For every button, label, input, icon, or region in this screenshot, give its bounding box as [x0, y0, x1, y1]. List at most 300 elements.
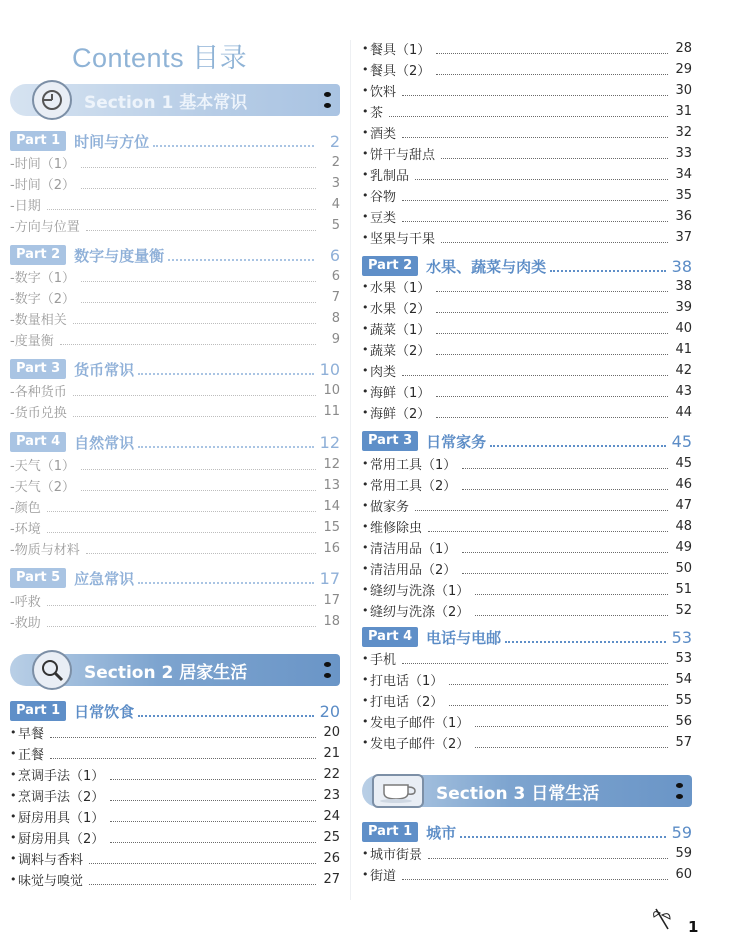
dot-leader: [490, 435, 666, 447]
entry-page: 55: [675, 692, 692, 708]
toc-entry[interactable]: [362, 600, 692, 620]
dot-leader: [402, 127, 668, 138]
part-tag: Part 2: [362, 256, 418, 276]
entry-page: 37: [675, 229, 692, 245]
toc-entry[interactable]: [10, 743, 340, 763]
part-title: 电话与电邮: [426, 628, 502, 647]
entry-page: 49: [675, 539, 692, 555]
right-column: [362, 0, 692, 950]
entry-label: -天气（2）: [10, 479, 75, 495]
entry-label: 乳制品: [370, 168, 410, 184]
section-3-banner[interactable]: [362, 775, 692, 807]
entry-label: -环境: [10, 521, 41, 537]
entry-label: 常用工具（2）: [370, 478, 457, 494]
entry-label: 蔬菜（2）: [370, 343, 431, 359]
entry-label: 调料与香料: [18, 852, 84, 868]
toc-entry[interactable]: [10, 869, 340, 889]
s1-part3-header[interactable]: [10, 358, 340, 380]
entry-label: 缝纫与洗涤（1）: [370, 583, 470, 599]
part-title: 应急常识: [74, 569, 135, 588]
toc-entry[interactable]: [362, 360, 692, 380]
toc-entry[interactable]: [10, 590, 340, 610]
entry-label: 常用工具（1）: [370, 457, 457, 473]
toc-entry[interactable]: [362, 537, 692, 557]
toc-entry[interactable]: [362, 516, 692, 536]
entry-label: -时间（1）: [10, 156, 75, 172]
entry-page: 15: [323, 519, 340, 535]
toc-entry[interactable]: [10, 380, 340, 400]
dot-leader: [47, 501, 316, 512]
part-title: 水果、蔬菜与肉类: [426, 257, 547, 276]
bullet-icon: •: [362, 104, 369, 118]
toc-entry[interactable]: [10, 173, 340, 193]
s2-part3-header[interactable]: [362, 430, 692, 452]
left-column: [10, 0, 340, 950]
bullet-icon: •: [10, 809, 17, 823]
dot-leader: [389, 106, 668, 117]
dot-leader: [73, 406, 316, 417]
bullet-icon: •: [362, 456, 369, 470]
entry-label: 手机: [370, 652, 397, 668]
bullet-icon: •: [10, 746, 17, 760]
entry-label: -呼救: [10, 594, 41, 610]
dot-leader: [153, 135, 314, 147]
bullet-icon: •: [362, 519, 369, 533]
toc-entry[interactable]: [362, 579, 692, 599]
part-tag: Part 1: [362, 822, 418, 842]
dot-leader: [475, 584, 668, 595]
toc-entry[interactable]: [362, 453, 692, 473]
entry-page: 27: [323, 871, 340, 887]
toc-entry[interactable]: [362, 318, 692, 338]
dot-leader: [428, 848, 668, 859]
bullet-icon: •: [362, 300, 369, 314]
part-page: 20: [319, 701, 340, 721]
entry-label: 餐具（2）: [370, 63, 431, 79]
entry-label: 海鲜（1）: [370, 385, 431, 401]
bullet-icon: •: [362, 846, 369, 860]
dot-leader: [462, 563, 668, 574]
column-divider: [350, 40, 351, 900]
toc-entry[interactable]: [10, 827, 340, 847]
bullet-icon: •: [362, 125, 369, 139]
dot-leader: [47, 522, 316, 533]
dot-leader: [436, 407, 668, 418]
part-tag: Part 5: [10, 568, 66, 588]
entry-page: 28: [675, 40, 692, 56]
toc-entry[interactable]: [362, 122, 692, 142]
entry-page: 32: [675, 124, 692, 140]
entry-page: 30: [675, 82, 692, 98]
dot-leader: [50, 748, 316, 759]
binder-dots-icon: [672, 783, 686, 799]
s1-part4-header[interactable]: [10, 431, 340, 453]
entry-label: 坚果与干果: [370, 231, 436, 247]
toc-entry[interactable]: [10, 401, 340, 421]
entry-page: 6: [331, 268, 340, 284]
part-title: 数字与度量衡: [74, 246, 165, 265]
entry-label: 饼干与甜点: [370, 147, 436, 163]
bullet-icon: •: [362, 405, 369, 419]
entry-page: 48: [675, 518, 692, 534]
bullet-icon: •: [10, 788, 17, 802]
dot-leader: [436, 43, 668, 54]
toc-entry[interactable]: [10, 266, 340, 286]
part-title: 日常饮食: [74, 702, 135, 721]
entry-page: 52: [675, 602, 692, 618]
dot-leader: [81, 178, 316, 189]
toc-entry[interactable]: [10, 517, 340, 537]
entry-label: 厨房用具（1）: [18, 810, 105, 826]
dot-leader: [436, 323, 668, 334]
bullet-icon: •: [362, 561, 369, 575]
dot-leader: [110, 790, 316, 801]
toc-entry[interactable]: [10, 764, 340, 784]
dot-leader: [441, 232, 668, 243]
entry-label: -数字（1）: [10, 270, 75, 286]
teacup-icon: [372, 774, 424, 808]
entry-page: 35: [675, 187, 692, 203]
bullet-icon: •: [362, 540, 369, 554]
bullet-icon: •: [362, 363, 369, 377]
entry-page: 26: [323, 850, 340, 866]
toc-entry[interactable]: [10, 538, 340, 558]
s1-part1-header[interactable]: [10, 130, 340, 152]
bullet-icon: •: [10, 830, 17, 844]
entry-label: 蔬菜（1）: [370, 322, 431, 338]
part-tag: Part 3: [10, 359, 66, 379]
entry-page: 51: [675, 581, 692, 597]
bullet-icon: •: [362, 498, 369, 512]
dragonfly-icon: [650, 905, 680, 937]
entry-page: 54: [675, 671, 692, 687]
bullet-icon: •: [362, 603, 369, 617]
toc-entry[interactable]: [362, 474, 692, 494]
entry-page: 47: [675, 497, 692, 513]
part-page: 10: [319, 359, 340, 379]
toc-entry[interactable]: [10, 806, 340, 826]
entry-page: 36: [675, 208, 692, 224]
toc-entry[interactable]: [10, 496, 340, 516]
toc-entry[interactable]: [10, 215, 340, 235]
entry-page: 33: [675, 145, 692, 161]
bullet-icon: •: [362, 672, 369, 686]
entry-label: 发电子邮件（1）: [370, 715, 470, 731]
s1-part5-header[interactable]: [10, 567, 340, 589]
bullet-icon: •: [10, 851, 17, 865]
bullet-icon: •: [362, 477, 369, 491]
part-page: 2: [329, 131, 340, 151]
part-page: 17: [319, 568, 340, 588]
dot-leader: [89, 874, 316, 885]
s3-part1-header[interactable]: [362, 821, 692, 843]
dot-leader: [415, 169, 668, 180]
entry-page: 22: [323, 766, 340, 782]
entry-label: -救助: [10, 615, 41, 631]
toc-entry[interactable]: [362, 711, 692, 731]
part-page: 38: [671, 256, 692, 276]
entry-page: 4: [331, 196, 340, 212]
section-1-title: Section 1 基本常识: [84, 92, 248, 113]
entry-label: -方向与位置: [10, 219, 80, 235]
dot-leader: [138, 363, 314, 375]
part-title: 日常家务: [426, 432, 487, 451]
entry-page: 16: [323, 540, 340, 556]
entry-page: 43: [675, 383, 692, 399]
entry-label: 发电子邮件（2）: [370, 736, 470, 752]
dot-leader: [402, 211, 668, 222]
entry-page: 9: [331, 331, 340, 347]
entry-page: 39: [675, 299, 692, 315]
dot-leader: [86, 220, 316, 231]
bullet-icon: •: [362, 167, 369, 181]
toc-entry[interactable]: [10, 329, 340, 349]
entry-page: 12: [323, 456, 340, 472]
entry-label: 谷物: [370, 189, 397, 205]
toc-entry[interactable]: [362, 227, 692, 247]
toc-entry[interactable]: [10, 785, 340, 805]
toc-entry[interactable]: [362, 690, 692, 710]
bullet-icon: •: [362, 384, 369, 398]
entry-page: 8: [331, 310, 340, 326]
dot-leader: [462, 542, 668, 553]
entry-page: 31: [675, 103, 692, 119]
dot-leader: [550, 260, 666, 272]
entry-label: 酒类: [370, 126, 397, 142]
entry-label: 打电话（1）: [370, 673, 444, 689]
entry-label: 厨房用具（2）: [18, 831, 105, 847]
binder-dots-icon: [320, 92, 334, 108]
entry-label: -度量衡: [10, 333, 54, 349]
entry-label: -物质与材料: [10, 542, 80, 558]
part-title: 城市: [426, 823, 457, 842]
toc-entry[interactable]: [362, 843, 692, 863]
dot-leader: [47, 616, 316, 627]
entry-label: -货币兑换: [10, 405, 67, 421]
dot-leader: [47, 595, 316, 606]
part-tag: Part 1: [10, 131, 66, 151]
entry-label: 餐具（1）: [370, 42, 431, 58]
toc-entry[interactable]: [10, 475, 340, 495]
dot-leader: [415, 500, 668, 511]
dot-leader: [505, 631, 666, 643]
toc-entry[interactable]: [362, 276, 692, 296]
entry-label: -数量相关: [10, 312, 67, 328]
entry-label: 海鲜（2）: [370, 406, 431, 422]
entry-page: 11: [323, 403, 340, 419]
bullet-icon: •: [362, 41, 369, 55]
dot-leader: [138, 436, 314, 448]
entry-label: 打电话（2）: [370, 694, 444, 710]
bullet-icon: •: [362, 230, 369, 244]
s2-part4-header[interactable]: [362, 626, 692, 648]
bullet-icon: •: [10, 725, 17, 739]
part-tag: Part 1: [10, 701, 66, 721]
dot-leader: [89, 853, 316, 864]
dot-leader: [81, 480, 316, 491]
dot-leader: [402, 85, 668, 96]
dot-leader: [460, 826, 666, 838]
dot-leader: [428, 521, 668, 532]
dot-leader: [436, 281, 668, 292]
entry-label: 城市街景: [370, 847, 423, 863]
bullet-icon: •: [362, 83, 369, 97]
toc-entry[interactable]: [362, 732, 692, 752]
toc-entry[interactable]: [362, 185, 692, 205]
entry-page: 34: [675, 166, 692, 182]
toc-entry[interactable]: [10, 152, 340, 172]
entry-label: 做家务: [370, 499, 410, 515]
toc-entry[interactable]: [10, 848, 340, 868]
entry-label: 烹调手法（1）: [18, 768, 105, 784]
dot-leader: [73, 313, 316, 324]
entry-page: 45: [675, 455, 692, 471]
s2-part2-header[interactable]: [362, 255, 692, 277]
entry-label: -天气（1）: [10, 458, 75, 474]
dot-leader: [73, 385, 316, 396]
entry-label: 早餐: [18, 726, 45, 742]
entry-page: 14: [323, 498, 340, 514]
dot-leader: [462, 479, 668, 490]
dot-leader: [402, 190, 668, 201]
entry-page: 20: [323, 724, 340, 740]
dot-leader: [81, 292, 316, 303]
entry-page: 21: [323, 745, 340, 761]
entry-page: 56: [675, 713, 692, 729]
dot-leader: [86, 543, 316, 554]
toc-entry[interactable]: [10, 611, 340, 631]
part-tag: Part 4: [362, 627, 418, 647]
dot-leader: [436, 302, 668, 313]
dot-leader: [110, 832, 316, 843]
entry-label: 水果（1）: [370, 280, 431, 296]
part-page: 6: [329, 245, 340, 265]
toc-entry[interactable]: [362, 80, 692, 100]
toc-entry[interactable]: [362, 648, 692, 668]
bullet-icon: •: [362, 146, 369, 160]
entry-label: 水果（2）: [370, 301, 431, 317]
dot-leader: [110, 811, 316, 822]
entry-label: 缝纫与洗涤（2）: [370, 604, 470, 620]
s2-part1-header[interactable]: [10, 700, 340, 722]
entry-page: 5: [331, 217, 340, 233]
entry-page: 60: [675, 866, 692, 882]
toc-entry[interactable]: [362, 669, 692, 689]
entry-label: -日期: [10, 198, 41, 214]
toc-entry[interactable]: [362, 101, 692, 121]
toc-entry[interactable]: [10, 722, 340, 742]
toc-entry[interactable]: [362, 864, 692, 884]
binder-dots-icon: [320, 662, 334, 678]
section-1-banner[interactable]: [10, 84, 340, 116]
entry-page: 3: [331, 175, 340, 191]
entry-label: -时间（2）: [10, 177, 75, 193]
s1-part2-header[interactable]: [10, 244, 340, 266]
part-tag: Part 4: [10, 432, 66, 452]
bullet-icon: •: [10, 872, 17, 886]
entry-page: 23: [323, 787, 340, 803]
part-tag: Part 2: [10, 245, 66, 265]
entry-page: 13: [323, 477, 340, 493]
toc-entry[interactable]: [362, 381, 692, 401]
dot-leader: [168, 249, 314, 261]
entry-label: -颜色: [10, 500, 41, 516]
entry-page: 38: [675, 278, 692, 294]
toc-entry[interactable]: [362, 164, 692, 184]
bullet-icon: •: [362, 867, 369, 881]
entry-label: 正餐: [18, 747, 45, 763]
entry-label: 烹调手法（2）: [18, 789, 105, 805]
entry-page: 25: [323, 829, 340, 845]
dot-leader: [60, 334, 316, 345]
entry-label: -数字（2）: [10, 291, 75, 307]
toc-entry[interactable]: [362, 143, 692, 163]
clock-icon: [32, 80, 72, 120]
dot-leader: [462, 458, 668, 469]
bullet-icon: •: [362, 321, 369, 335]
dot-leader: [138, 705, 314, 717]
entry-page: 40: [675, 320, 692, 336]
magnifier-icon: [32, 650, 72, 690]
entry-page: 17: [323, 592, 340, 608]
entry-page: 24: [323, 808, 340, 824]
bullet-icon: •: [362, 342, 369, 356]
dot-leader: [441, 148, 668, 159]
toc-entry[interactable]: [362, 495, 692, 515]
dot-leader: [449, 674, 668, 685]
toc-entry[interactable]: [362, 59, 692, 79]
dot-leader: [436, 344, 668, 355]
entry-page: 18: [323, 613, 340, 629]
toc-entry[interactable]: [10, 287, 340, 307]
dot-leader: [110, 769, 316, 780]
toc-entry[interactable]: [362, 38, 692, 58]
dot-leader: [81, 271, 316, 282]
entry-page: 7: [331, 289, 340, 305]
toc-entry[interactable]: [362, 558, 692, 578]
part-title: 自然常识: [74, 433, 135, 452]
contents-title: Contents 目录: [72, 43, 248, 73]
part-page: 45: [671, 431, 692, 451]
entry-page: 59: [675, 845, 692, 861]
entry-page: 2: [331, 154, 340, 170]
dot-leader: [449, 695, 668, 706]
dot-leader: [436, 386, 668, 397]
entry-label: 味觉与嗅觉: [18, 873, 84, 889]
toc-entry[interactable]: [362, 402, 692, 422]
dot-leader: [402, 365, 668, 376]
entry-page: 10: [323, 382, 340, 398]
toc-entry[interactable]: [10, 194, 340, 214]
dot-leader: [436, 64, 668, 75]
toc-entry[interactable]: [362, 297, 692, 317]
entry-label: 饮料: [370, 84, 397, 100]
section-2-title: Section 2 居家生活: [84, 662, 248, 683]
toc-entry[interactable]: [362, 206, 692, 226]
toc-entry[interactable]: [362, 339, 692, 359]
entry-page: 44: [675, 404, 692, 420]
part-page: 59: [671, 822, 692, 842]
toc-entry[interactable]: [10, 308, 340, 328]
part-page: 12: [319, 432, 340, 452]
toc-entry[interactable]: [10, 454, 340, 474]
dot-leader: [81, 459, 316, 470]
dot-leader: [475, 737, 668, 748]
section-2-banner[interactable]: [10, 654, 340, 686]
section-3-title: Section 3 日常生活: [436, 783, 600, 804]
dot-leader: [81, 157, 316, 168]
bullet-icon: •: [362, 582, 369, 596]
